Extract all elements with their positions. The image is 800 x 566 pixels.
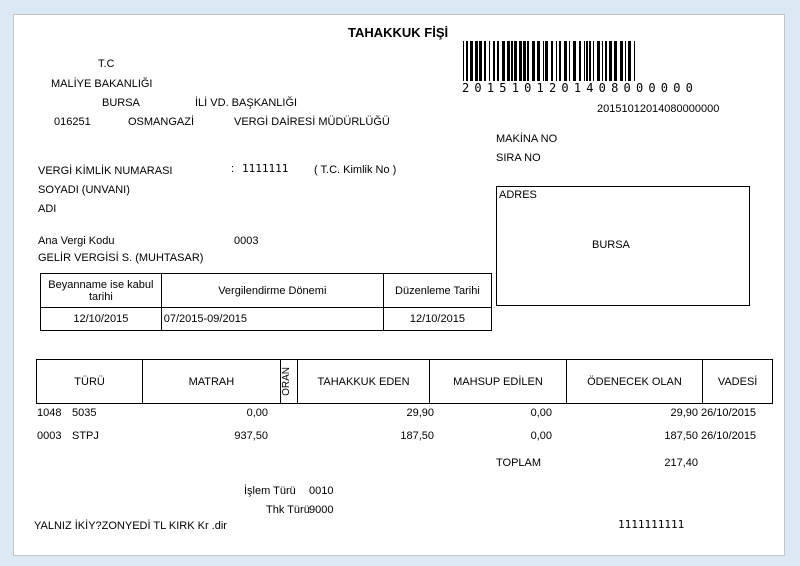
row-vade: 26/10/2015 <box>701 407 757 419</box>
period-header-acceptance: Beyanname ise kabul tarihi <box>41 274 162 308</box>
row-odenecek: 29,90 <box>670 407 698 419</box>
reference-number: 1111111111 <box>618 518 685 531</box>
header-odenecek: ÖDENECEK OLAN <box>566 360 702 404</box>
period-issue-date: 12/10/2015 <box>383 308 491 331</box>
row-mahsup: 0,00 <box>530 407 552 419</box>
period-table <box>40 273 492 331</box>
row-tahakkuk: 187,50 <box>400 430 434 442</box>
header-matrah: MATRAH <box>143 360 280 404</box>
office-code: 016251 <box>54 116 91 128</box>
row-code: 1048 <box>37 407 62 419</box>
row-matrah: 937,50 <box>234 430 268 442</box>
header-mahsup: MAHSUP EDİLEN <box>430 360 566 404</box>
header-turu: TÜRÜ <box>37 360 143 404</box>
thk-label: Thk Türü <box>266 504 310 516</box>
sira-no-label: SIRA NO <box>496 152 541 164</box>
row-type: 5035 <box>72 407 97 419</box>
row-tahakkuk: 29,90 <box>406 407 434 419</box>
tax-code-value: 0003 <box>234 235 259 247</box>
header-ministry: MALİYE BAKANLIĞI <box>51 78 153 90</box>
office-name: OSMANGAZİ <box>128 116 195 128</box>
header-oran: ORAN <box>280 367 292 396</box>
surname-label: SOYADI (UNVANI) <box>38 184 130 196</box>
total-value: 217,40 <box>664 457 698 469</box>
main-table-header <box>36 359 773 404</box>
vkn-note: ( T.C. Kimlik No ) <box>314 164 397 176</box>
header-tahakkuk: TAHAKKUK EDEN <box>297 360 429 404</box>
row-code: 0003 <box>37 430 62 442</box>
row-vade: 26/10/2015 <box>701 430 757 442</box>
office-type: VERGİ DAİRESİ MÜDÜRLÜĞÜ <box>234 116 390 128</box>
header-tc: T.C <box>98 58 115 70</box>
barcode-image <box>462 41 744 81</box>
barcode-number: 20151012014080000000 <box>597 103 720 115</box>
document-title: TAHAKKUK FİŞİ <box>348 25 449 40</box>
address-label: ADRES <box>499 189 537 201</box>
tax-type: GELİR VERGİSİ S. (MUHTASAR) <box>38 252 204 264</box>
period-acceptance-date: 12/10/2015 <box>41 308 162 331</box>
header-il-vd: İLİ VD. BAŞKANLIĞI <box>195 97 298 109</box>
tax-code-label: Ana Vergi Kodu <box>38 235 115 247</box>
machine-no-label: MAKİNA NO <box>496 133 558 145</box>
address-box <box>496 186 750 306</box>
address-value: BURSA <box>592 239 630 251</box>
total-label: TOPLAM <box>496 457 542 469</box>
row-type: STPJ <box>72 430 99 442</box>
tahakkuk-document <box>13 14 785 556</box>
row-mahsup: 0,00 <box>530 430 552 442</box>
name-label: ADI <box>38 203 57 215</box>
row-matrah: 0,00 <box>246 407 268 419</box>
islem-label: İşlem Türü <box>244 485 296 497</box>
amount-in-words: YALNIZ İKİY?ZONYEDİ TL KIRK Kr .dir <box>34 520 227 532</box>
row-odenecek: 187,50 <box>664 430 698 442</box>
header-city: BURSA <box>102 97 140 109</box>
islem-value: 0010 <box>309 485 334 497</box>
period-header-period: Vergilendirme Dönemi <box>161 274 383 308</box>
vkn-label: VERGİ KİMLİK NUMARASI <box>38 165 173 177</box>
period-header-issue-date: Düzenleme Tarihi <box>383 274 491 308</box>
vkn-value: 1111111 <box>242 162 289 175</box>
period-value: 07/2015-09/2015 <box>161 308 383 331</box>
header-vadesi: VADESİ <box>703 360 773 404</box>
barcode-digits: 2015101201408000000 <box>462 81 699 95</box>
vkn-colon: : <box>231 163 235 175</box>
thk-value: 9000 <box>309 504 334 516</box>
